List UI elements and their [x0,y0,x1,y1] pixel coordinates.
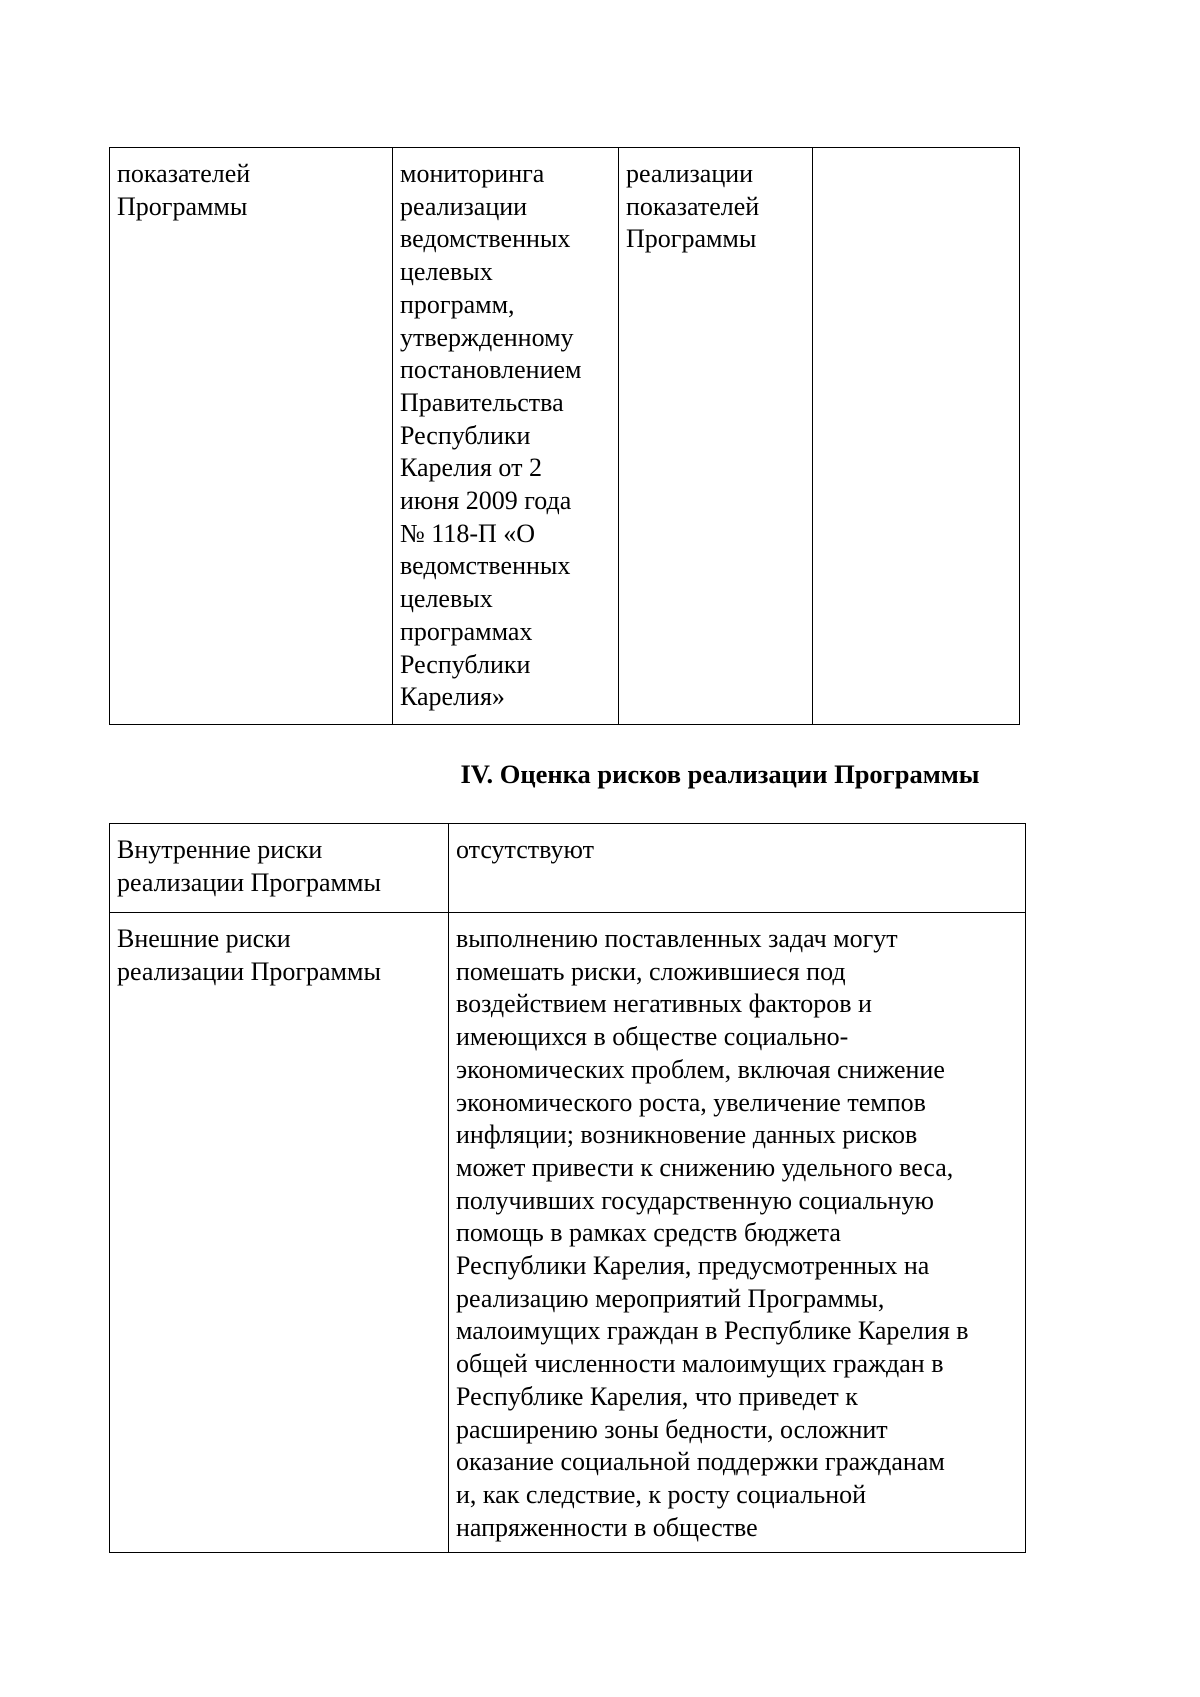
table-cell-empty [813,148,1020,725]
internal-risks-label: Внутренние риски реализации Программы [110,824,449,913]
section-heading: IV. Оценка рисков реализации Программы [460,759,980,789]
risks-table [109,823,1026,1553]
external-risks-value: выполнению поставленных задач могут помешать риски, сложившиеся под воздействием негативных факторов и имеющихся в обществе социально- экономических проблем, включая снижение экономического роста, увеличение темпов инфляции; возникновение данных рисков может привести к снижению удельного веса, получивших государственную социальную помощь в рамках средств бюджета Республики Карелия, предусмотренных на реализацию мероприятий Программы, малоимущих граждан в Республике Карелия в общей численности малоимущих граждан в Республике Карелия, что приведет к расширению зоны бедности, осложнит оказание социальной поддержки гражданам и, как следствие, к росту социальной напряженности в обществе [449,913,1026,1553]
table-row [110,913,1026,1553]
external-risks-label: Внешние риски реализации Программы [110,913,449,1553]
table-row [110,148,1020,725]
internal-risks-value: отсутствуют [449,824,1026,913]
program-indicators-table-continuation [109,147,1020,725]
table-cell-monitoring: мониторинга реализации ведомственных целевых программ, утвержденному постановлением Правительства Республики Карелия от 2 июня 2009 года № 118-П «О ведомственных целевых программах Республики Карелия» [393,148,619,725]
table-cell-indicators: показателей Программы [110,148,393,725]
table-cell-implementation: реализации показателей Программы [619,148,813,725]
table-row [110,824,1026,913]
